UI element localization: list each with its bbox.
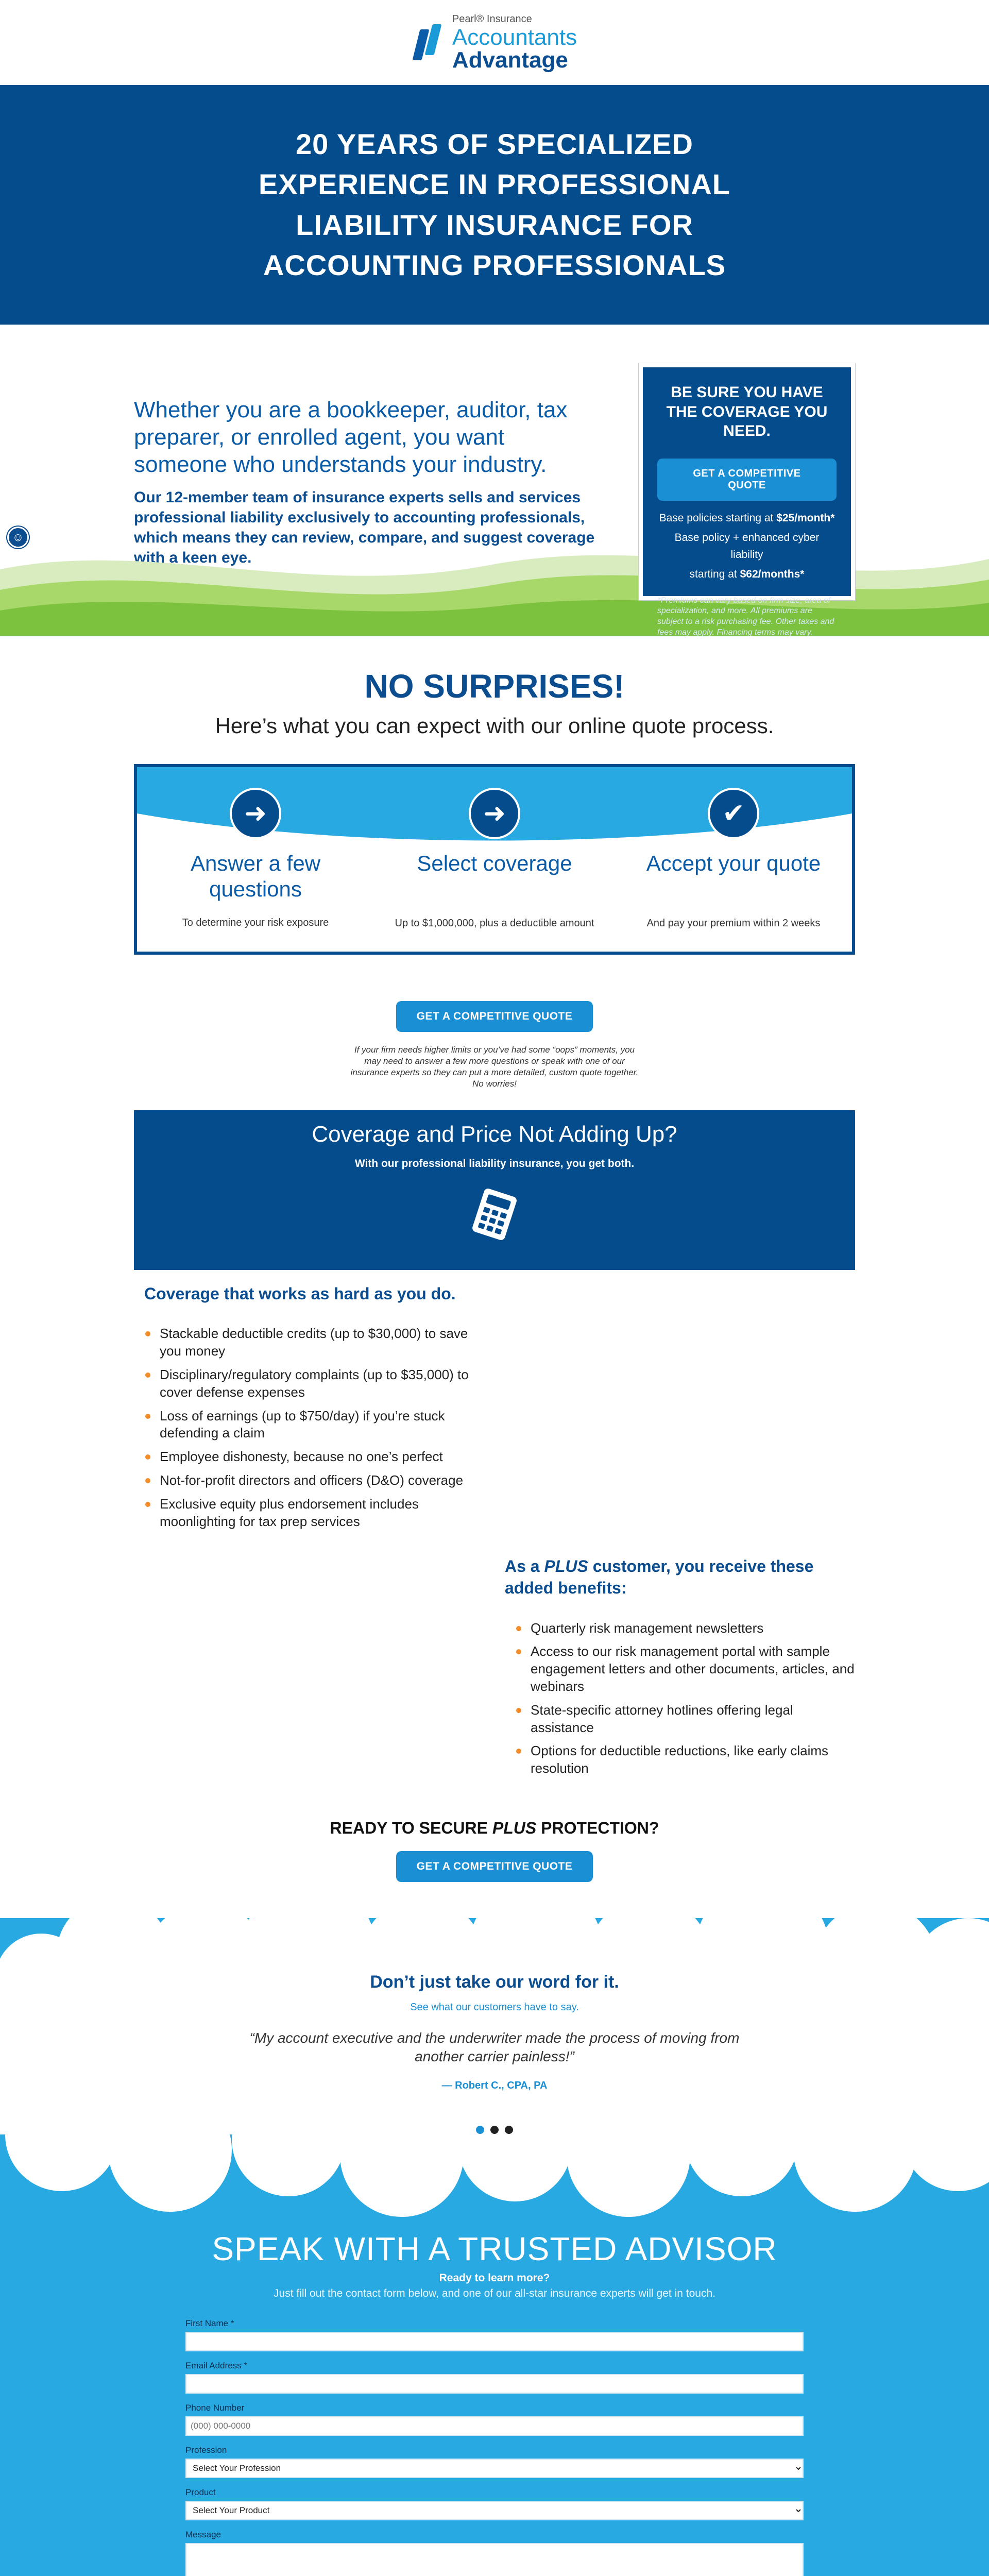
checkmark-icon: ✔ [708, 788, 759, 839]
arrow-right-icon: ➜ [469, 788, 520, 839]
logo-brand: Pearl® Insurance [452, 13, 532, 25]
intro-lead: Whether you are a bookkeeper, auditor, tax preparer, or enrolled agent, you want someone who understands your industry. [134, 397, 568, 477]
quote-box-title: BE SURE YOU HAVE THE COVERAGE YOU NEED. [666, 384, 828, 439]
plus-list [515, 1620, 855, 1777]
phone-label: Phone Number [185, 2402, 245, 2413]
logo-line1: Accountants [452, 24, 577, 50]
step-select [386, 788, 603, 929]
testimonial-author: — Robert C., CPA, PA [441, 2079, 548, 2091]
logo-mark-icon [412, 22, 445, 63]
arrow-right-icon: ➜ [230, 788, 281, 839]
step-accept [625, 788, 842, 929]
competitive-quote-button[interactable]: GET A COMPETITIVE QUOTE [396, 1001, 593, 1032]
list-item: Access to our risk management portal with sample engagement letters and other documents, articles, and webinars [515, 1643, 855, 1695]
list-item: Not-for-profit directors and officers (D&O) coverage [144, 1472, 474, 1489]
no-surprises-subtitle: Here’s what you can expect with our online quote process. [215, 714, 774, 738]
coverage-list [144, 1325, 855, 1530]
list-item: Quarterly risk management newsletters [515, 1620, 855, 1637]
message-label: Message [185, 2529, 221, 2539]
testimonial-section [0, 1918, 989, 2225]
carousel-dot[interactable] [505, 2126, 513, 2134]
carousel-dot[interactable] [490, 2126, 499, 2134]
carousel-dot[interactable] [476, 2126, 484, 2134]
contact-form [185, 2318, 804, 2576]
step-desc: To determine your risk exposure [182, 917, 329, 928]
list-item: Exclusive equity plus endorsement includes moonlighting for tax prep services [144, 1496, 474, 1531]
testimonial-subtitle: See what our customers have to say. [410, 2001, 579, 2013]
testimonial-title: Don’t just take our word for it. [370, 1972, 619, 1992]
accessibility-icon[interactable]: ☺ [7, 527, 29, 548]
intro-bold: Our 12-member team of insurance experts sells and services professional liability exclusively to accounting professionals, which means they can review, compare, and suggest coverage with a keen eye. [134, 489, 595, 567]
ready-section [0, 1819, 989, 1882]
price-panel-subtitle: With our professional liability insurance, you get both. [354, 1158, 635, 1170]
contact-instructions: Just fill out the contact form below, and one of our all-star insurance experts will get in touch. [274, 2287, 715, 2299]
quote-box [639, 363, 855, 636]
email-label: Email Address * [185, 2360, 247, 2370]
list-item: Disciplinary/regulatory complaints (up to $35,000) to cover defense expenses [144, 1366, 474, 1401]
email-field[interactable] [185, 2374, 804, 2394]
message-field[interactable] [185, 2543, 804, 2576]
contact-section [0, 2225, 989, 2576]
cyber-line: Base policy + enhanced cyber liability [674, 532, 820, 561]
logo-line2: Advantage [452, 47, 568, 73]
hero-title: 20 YEARS OF SPECIALIZED EXPERIENCE IN PROFESSIONAL LIABILITY INSURANCE FOR ACCOUNTING PROFESSIONALS [259, 127, 730, 281]
quote-box-button[interactable]: GET A COMPETITIVE QUOTE [657, 459, 837, 501]
phone-field[interactable] [185, 2416, 804, 2436]
ready-title: READY TO SECURE PLUS PROTECTION? [330, 1818, 659, 1837]
list-item: Stackable deductible credits (up to $30,000) to save you money [144, 1325, 474, 1360]
first-name-field[interactable] [185, 2332, 804, 2351]
list-item: State-specific attorney hotlines offering legal assistance [515, 1702, 855, 1737]
intro-section [0, 325, 989, 636]
profession-select[interactable] [185, 2459, 804, 2478]
coverage-section [134, 1284, 855, 1777]
ready-quote-button[interactable]: GET A COMPETITIVE QUOTE [396, 1851, 593, 1882]
price-panel-title: Coverage and Price Not Adding Up? [312, 1122, 677, 1147]
profession-label: Profession [185, 2445, 227, 2455]
step-title: Accept your quote [646, 851, 821, 875]
step-desc: Up to $1,000,000, plus a deductible amount [395, 918, 594, 929]
coverage-title: Coverage that works as hard as you do. [144, 1284, 456, 1303]
site-logo[interactable] [412, 14, 577, 72]
product-label: Product [185, 2487, 216, 2497]
no-surprises-title: NO SURPRISES! [364, 668, 625, 705]
no-surprises-section [0, 636, 989, 1090]
list-item: Loss of earnings (up to $750/day) if you’re stuck defending a claim [144, 1408, 474, 1443]
step-answer [147, 788, 364, 929]
first-name-label: First Name * [185, 2318, 234, 2328]
calculator-icon [470, 1187, 519, 1243]
contact-title: SPEAK WITH A TRUSTED ADVISOR [212, 2230, 777, 2267]
list-item: Employee dishonesty, because no one’s perfect [144, 1448, 474, 1466]
quote-steps [134, 764, 855, 955]
step-title: Select coverage [417, 851, 572, 875]
step-title: Answer a few questions [190, 851, 321, 902]
step-desc: And pay your premium within 2 weeks [646, 918, 821, 929]
contact-ready: Ready to learn more? [439, 2272, 550, 2284]
site-header [0, 0, 989, 85]
hero-banner [0, 85, 989, 325]
base-price-line: Base policies starting at $25/month* [659, 512, 835, 524]
higher-limits-note: If your firm needs higher limits or you’ve had some “oops” moments, you may need to answer a few more questions or speak with one of our insurance experts so they can put a more detailed, custom quote together. No worries! [350, 1045, 639, 1089]
testimonial-quote: “My account executive and the underwriter made the process of moving from another carrier painless!” [249, 2029, 740, 2065]
list-item: Options for deductible reductions, like early claims resolution [515, 1742, 855, 1777]
carousel-dots [0, 2126, 989, 2134]
product-select[interactable] [185, 2501, 804, 2520]
premium-note: *Premiums can vary based on firm size, area of specialization, and more. All premiums are subject to a risk purchasing fee. Other taxes and fees may apply. Financing terms may vary. [657, 596, 834, 636]
plus-title: As a PLUS customer, you receive these added benefits: [505, 1557, 814, 1597]
plus-benefits [505, 1556, 855, 1777]
cyber-price-line: starting at $62/months* [689, 568, 805, 581]
price-panel [134, 1110, 855, 1270]
